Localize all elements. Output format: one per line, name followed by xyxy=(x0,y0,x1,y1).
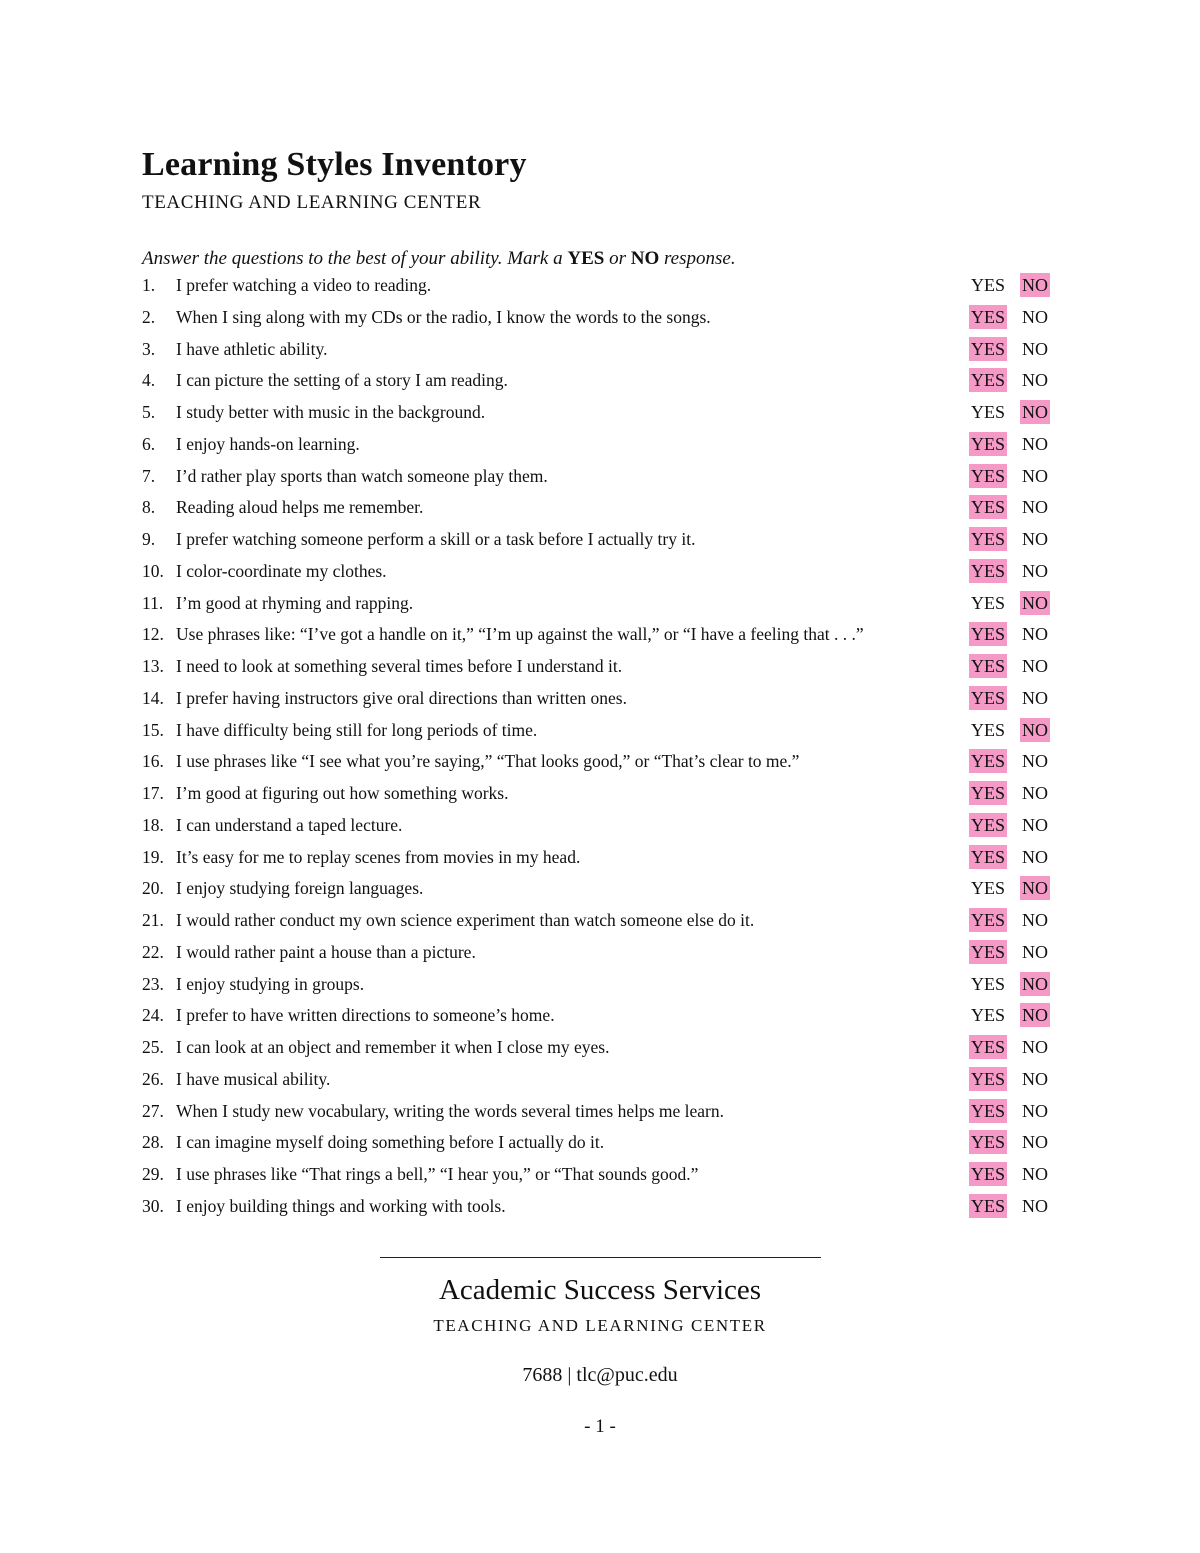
question-text: I can understand a taped lecture. xyxy=(176,814,403,835)
question-text: I have athletic ability. xyxy=(176,338,328,359)
question-text: I’m good at rhyming and rapping. xyxy=(176,592,414,613)
question-text: I can picture the setting of a story I am reading. xyxy=(176,370,508,391)
question-number: 27. xyxy=(142,1100,164,1121)
no-option[interactable]: NO xyxy=(1022,275,1048,295)
question-text: I would rather paint a house than a picture. xyxy=(176,941,476,962)
no-option[interactable]: NO xyxy=(1022,592,1048,613)
question-text: I’d rather play sports than watch someone play them. xyxy=(176,465,548,486)
question-number: 9. xyxy=(142,529,156,549)
yes-option[interactable]: YES xyxy=(971,560,1006,581)
page-title: Learning Styles Inventory xyxy=(142,146,527,183)
yes-option[interactable]: YES xyxy=(971,529,1006,549)
yes-option[interactable]: YES xyxy=(971,783,1006,803)
question-row xyxy=(142,619,1062,651)
question-text: I prefer having instructors give oral directions than written ones. xyxy=(176,687,627,708)
question-row xyxy=(142,1191,1062,1223)
no-option[interactable]: NO xyxy=(1022,1164,1048,1184)
no-option[interactable]: NO xyxy=(1022,783,1048,803)
question-row xyxy=(142,1127,1062,1159)
question-row xyxy=(142,1096,1062,1128)
question-number: 26. xyxy=(142,1068,164,1089)
question-row xyxy=(142,588,1062,620)
question-row xyxy=(142,715,1062,747)
yes-option[interactable]: YES xyxy=(971,687,1006,708)
question-row xyxy=(142,429,1062,461)
no-option[interactable]: NO xyxy=(1022,402,1048,422)
yes-option[interactable]: YES xyxy=(971,1164,1006,1184)
yes-option[interactable]: YES xyxy=(971,338,1006,359)
question-number: 7. xyxy=(142,465,156,486)
question-row xyxy=(142,524,1062,556)
yes-option[interactable]: YES xyxy=(971,624,1006,645)
question-text: Reading aloud helps me remember. xyxy=(176,497,424,518)
page-subtitle: TEACHING AND LEARNING CENTER xyxy=(142,192,482,213)
question-text: I have musical ability. xyxy=(176,1068,331,1089)
question-number: 15. xyxy=(142,719,164,740)
question-text: When I study new vocabulary, writing the words several times helps me learn. xyxy=(176,1100,725,1121)
yes-option[interactable]: YES xyxy=(971,1037,1006,1057)
question-text: I enjoy hands-on learning. xyxy=(176,433,360,454)
question-row xyxy=(142,937,1062,969)
question-row xyxy=(142,1032,1062,1064)
no-option[interactable]: NO xyxy=(1022,370,1048,391)
question-number: 14. xyxy=(142,687,164,708)
question-text: I need to look at something several times before I understand it. xyxy=(176,656,623,676)
question-row xyxy=(142,873,1062,905)
question-text: I would rather conduct my own science experiment than watch someone else do it. xyxy=(176,910,755,930)
question-number: 22. xyxy=(142,941,164,962)
yes-option[interactable]: YES xyxy=(971,941,1006,962)
yes-option[interactable]: YES xyxy=(971,878,1006,899)
question-number: 3. xyxy=(142,338,156,359)
instructions-text-3: response. xyxy=(659,248,736,269)
question-row xyxy=(142,1000,1062,1032)
question-number: 17. xyxy=(142,783,164,803)
question-number: 25. xyxy=(142,1037,164,1057)
question-row xyxy=(142,334,1062,366)
org-name: Academic Success Services xyxy=(438,1274,762,1306)
question-row xyxy=(142,842,1062,874)
question-text: I can look at an object and remember it when I close my eyes. xyxy=(176,1037,610,1057)
no-option[interactable]: NO xyxy=(1022,910,1048,930)
yes-option[interactable]: YES xyxy=(971,814,1006,835)
question-text: I enjoy building things and working with tools. xyxy=(176,1195,506,1216)
question-row xyxy=(142,969,1062,1001)
instructions xyxy=(142,248,736,270)
question-number: 24. xyxy=(142,1005,164,1026)
question-number: 19. xyxy=(142,846,164,867)
no-option[interactable]: NO xyxy=(1022,1195,1048,1216)
yes-option[interactable]: YES xyxy=(971,656,1006,676)
question-number: 29. xyxy=(142,1164,164,1184)
question-number: 30. xyxy=(142,1195,164,1216)
question-text: I can imagine myself doing something before I actually do it. xyxy=(176,1132,605,1153)
yes-option[interactable]: YES xyxy=(971,1132,1006,1153)
no-option[interactable]: NO xyxy=(1022,751,1048,772)
no-option[interactable]: NO xyxy=(1022,338,1048,359)
yes-option[interactable]: YES xyxy=(971,497,1006,518)
question-number: 23. xyxy=(142,973,164,994)
question-number: 1. xyxy=(142,275,156,295)
question-number: 6. xyxy=(142,433,156,454)
contact-info: 7688 | tlc@puc.edu xyxy=(522,1364,678,1386)
no-option[interactable]: NO xyxy=(1022,1132,1048,1153)
yes-option[interactable]: YES xyxy=(971,973,1006,994)
yes-option[interactable]: YES xyxy=(971,751,1006,772)
question-row xyxy=(142,556,1062,588)
no-option[interactable]: NO xyxy=(1022,497,1048,518)
question-text: I prefer watching someone perform a skill or a task before I actually try it. xyxy=(176,529,696,549)
question-row xyxy=(142,1064,1062,1096)
no-option[interactable]: NO xyxy=(1022,1100,1048,1121)
question-row xyxy=(142,905,1062,937)
question-text: I use phrases like “That rings a bell,” “I hear you,” or “That sounds good.” xyxy=(176,1164,699,1184)
yes-option[interactable]: YES xyxy=(971,592,1006,613)
question-row xyxy=(142,397,1062,429)
no-option[interactable]: NO xyxy=(1022,1037,1048,1057)
question-text: Use phrases like: “I’ve got a handle on it,” “I’m up against the wall,” or “I have a feeling that . . .” xyxy=(176,624,864,645)
question-list xyxy=(142,270,1062,1223)
no-option[interactable]: NO xyxy=(1022,656,1048,676)
question-text: I prefer watching a video to reading. xyxy=(176,275,432,295)
no-option[interactable]: NO xyxy=(1022,878,1048,899)
question-number: 18. xyxy=(142,814,164,835)
question-row xyxy=(142,778,1062,810)
no-option[interactable]: NO xyxy=(1022,814,1048,835)
question-row xyxy=(142,270,1062,302)
yes-option[interactable]: YES xyxy=(971,1068,1006,1089)
instructions-text-1: Answer the questions to the best of your ability. Mark a xyxy=(142,248,568,269)
question-number: 5. xyxy=(142,402,156,422)
question-number: 4. xyxy=(142,370,156,391)
page-number: - 1 - xyxy=(584,1416,616,1437)
no-option[interactable]: NO xyxy=(1022,687,1048,708)
no-option[interactable]: NO xyxy=(1022,941,1048,962)
question-row xyxy=(142,492,1062,524)
yes-option[interactable]: YES xyxy=(971,465,1006,486)
instructions-no: NO xyxy=(630,248,660,269)
no-option[interactable]: NO xyxy=(1022,306,1048,327)
no-option[interactable]: NO xyxy=(1022,1068,1048,1089)
footer-divider xyxy=(380,1257,821,1258)
question-text: I study better with music in the background. xyxy=(176,402,486,422)
question-text: I’m good at figuring out how something works. xyxy=(176,783,509,803)
org-subtitle: TEACHING AND LEARNING CENTER xyxy=(433,1316,767,1335)
yes-option[interactable]: YES xyxy=(971,370,1006,391)
question-row xyxy=(142,746,1062,778)
yes-option[interactable]: YES xyxy=(971,1005,1006,1026)
yes-option[interactable]: YES xyxy=(971,433,1006,454)
question-row xyxy=(142,461,1062,493)
question-row xyxy=(142,683,1062,715)
no-option[interactable]: NO xyxy=(1022,465,1048,486)
question-number: 20. xyxy=(142,878,164,899)
yes-option[interactable]: YES xyxy=(971,275,1006,295)
yes-option[interactable]: YES xyxy=(971,306,1006,327)
yes-option[interactable]: YES xyxy=(971,719,1006,740)
question-text: I prefer to have written directions to someone’s home. xyxy=(176,1005,555,1026)
no-option[interactable]: NO xyxy=(1022,846,1048,867)
no-option[interactable]: NO xyxy=(1022,624,1048,645)
question-number: 8. xyxy=(142,497,156,518)
question-number: 13. xyxy=(142,656,164,676)
question-row xyxy=(142,810,1062,842)
question-text: I enjoy studying in groups. xyxy=(176,973,365,994)
no-option[interactable]: NO xyxy=(1022,529,1048,549)
yes-option[interactable]: YES xyxy=(971,402,1006,422)
yes-option[interactable]: YES xyxy=(971,1195,1006,1216)
no-option[interactable]: NO xyxy=(1022,560,1048,581)
question-row xyxy=(142,651,1062,683)
question-number: 12. xyxy=(142,624,164,645)
no-option[interactable]: NO xyxy=(1022,719,1048,740)
question-number: 10. xyxy=(142,560,164,581)
question-row xyxy=(142,302,1062,334)
no-option[interactable]: NO xyxy=(1022,1005,1048,1026)
question-number: 21. xyxy=(142,910,164,930)
question-row xyxy=(142,1159,1062,1191)
question-text: I have difficulty being still for long periods of time. xyxy=(176,719,538,740)
yes-option[interactable]: YES xyxy=(971,846,1006,867)
question-number: 16. xyxy=(142,751,164,772)
question-text: I use phrases like “I see what you’re saying,” “That looks good,” or “That’s clear to me.” xyxy=(176,751,800,772)
no-option[interactable]: NO xyxy=(1022,433,1048,454)
yes-option[interactable]: YES xyxy=(971,1100,1006,1121)
question-text: It’s easy for me to replay scenes from movies in my head. xyxy=(176,846,581,867)
question-text: I enjoy studying foreign languages. xyxy=(176,878,424,899)
question-number: 11. xyxy=(142,592,164,613)
question-text: When I sing along with my CDs or the radio, I know the words to the songs. xyxy=(176,306,711,327)
no-option[interactable]: NO xyxy=(1022,973,1048,994)
yes-option[interactable]: YES xyxy=(971,910,1006,930)
question-number: 28. xyxy=(142,1132,164,1153)
question-text: I color-coordinate my clothes. xyxy=(176,560,387,581)
question-row xyxy=(142,365,1062,397)
instructions-yes: YES xyxy=(567,248,605,269)
instructions-text-2: or xyxy=(604,248,631,269)
question-number: 2. xyxy=(142,306,156,327)
